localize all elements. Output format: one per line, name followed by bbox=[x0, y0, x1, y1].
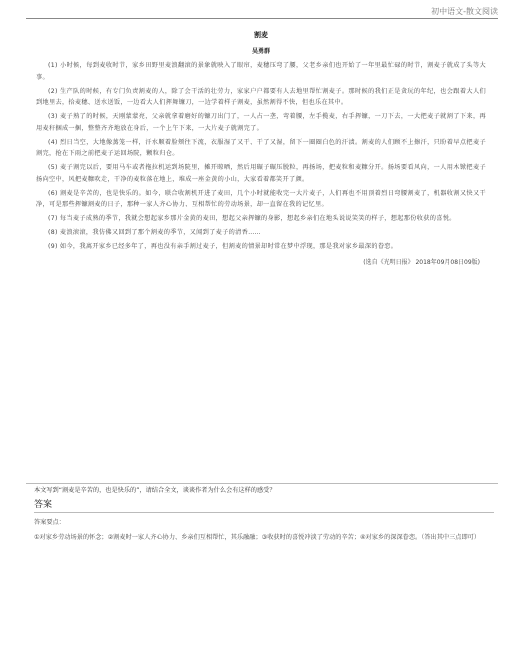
article-source: (选自《光明日报》 2018年09月08日09版) bbox=[363, 258, 480, 266]
paragraph-4: (4) 烈日当空，大地像蒸笼一样，汗水顺着脸颊往下流，衣服湿了又干、干了又湿，留下一圈圈白色的汗渍。割麦的人们顾不上擦汗，只盼着早点把麦子割完，抢在下雨之前把麦子运回场院，颗粒归仓。 bbox=[36, 138, 486, 157]
header-rule bbox=[26, 18, 498, 19]
paragraph-3: (3) 麦子熟了的时候，天刚蒙蒙亮，父亲就拿着磨好的镰刀出门了，一人占一垄，弯着腰，左手揽麦，右手挥镰，一刀下去，一大把麦子就割了下来，再用麦秆捆成一捆，整整齐齐地放在身后，一个上午下来，一大片麦子就割完了。 bbox=[36, 113, 486, 132]
paragraph-2: (2) 生产队的时候，有专门负责割麦的人，除了会干活的壮劳力，家家户户都要有人去地里帮忙割麦子。那时候的我们正是贪玩的年纪，也会跟着大人们到地里去，拾麦穗、送水送饭，一边看大人们挥舞镰刀，一边学着样子割麦，虽然割得不快，但也乐在其中。 bbox=[36, 87, 486, 106]
section-divider bbox=[26, 483, 498, 484]
paragraph-9: (9) 如今，我离开家乡已经多年了，再也没有亲手割过麦子，但割麦的情景却时常在梦中浮现，那是我对家乡最深的眷恋。 bbox=[48, 243, 398, 250]
question-answer bbox=[34, 485, 494, 543]
paragraph-8: (8) 麦浪滚滚，我仿佛又回到了那个割麦的季节，又闻到了麦子的清香…… bbox=[48, 229, 262, 236]
article bbox=[36, 24, 486, 266]
answer-rule bbox=[34, 512, 494, 513]
paragraph-6: (6) 割麦是辛苦的，也是快乐的。如今，联合收割机开进了麦田，几个小时就能收完一大片麦子，人们再也不用顶着烈日弯腰割麦了，机器收割又快又干净，可是那些挥镰割麦的日子，那种一家人齐心协力、互相帮忙的劳动场景，却一直留在我的记忆里。 bbox=[36, 189, 486, 208]
answer-heading: 答案 bbox=[34, 500, 53, 510]
article-author: 吴勇群 bbox=[251, 48, 270, 55]
paragraph-1: (1) 小时候，每到麦收时节，家乡田野里麦浪翻滚的景象就映入了眼帘，麦穗压弯了腰，父老乡亲们也开始了一年里最忙碌的时节，割麦子就成了头等大事。 bbox=[36, 62, 486, 81]
article-title: 割麦 bbox=[254, 31, 268, 39]
paragraph-5: (5) 麦子割完以后，要用马车或者拖拉机运到场院里，摊开晾晒，然后用碾子碾压脱粒，再扬场，把麦粒和麦糠分开。扬场要看风向，一人用木锨把麦子扬向空中，风把麦糠吹走，干净的麦粒落在地上，堆成一座金黄的小山，大家看着都笑开了颜。 bbox=[36, 164, 486, 183]
answer-body: ①对家乡劳动场景的怀念；②割麦时一家人齐心协力、乡亲们互相帮忙，其乐融融；③收获时的喜悦冲淡了劳动的辛苦；④对家乡的深深眷恋。（答出其中三点即可） bbox=[34, 534, 481, 541]
header-label: 初中语文-散文阅读 bbox=[431, 7, 498, 16]
question-text: 本文写到“割麦是辛苦的，也是快乐的”，请结合全文，谈谈作者为什么会有这样的感受？ bbox=[34, 487, 276, 494]
answer-intro: 答案要点： bbox=[34, 519, 65, 526]
paragraph-7: (7) 每当麦子成熟的季节，我就会想起家乡那片金黄的麦田，想起父亲挥镰的身影，想起乡亲们在地头说说笑笑的样子，想起那份收获的喜悦。 bbox=[48, 215, 456, 222]
